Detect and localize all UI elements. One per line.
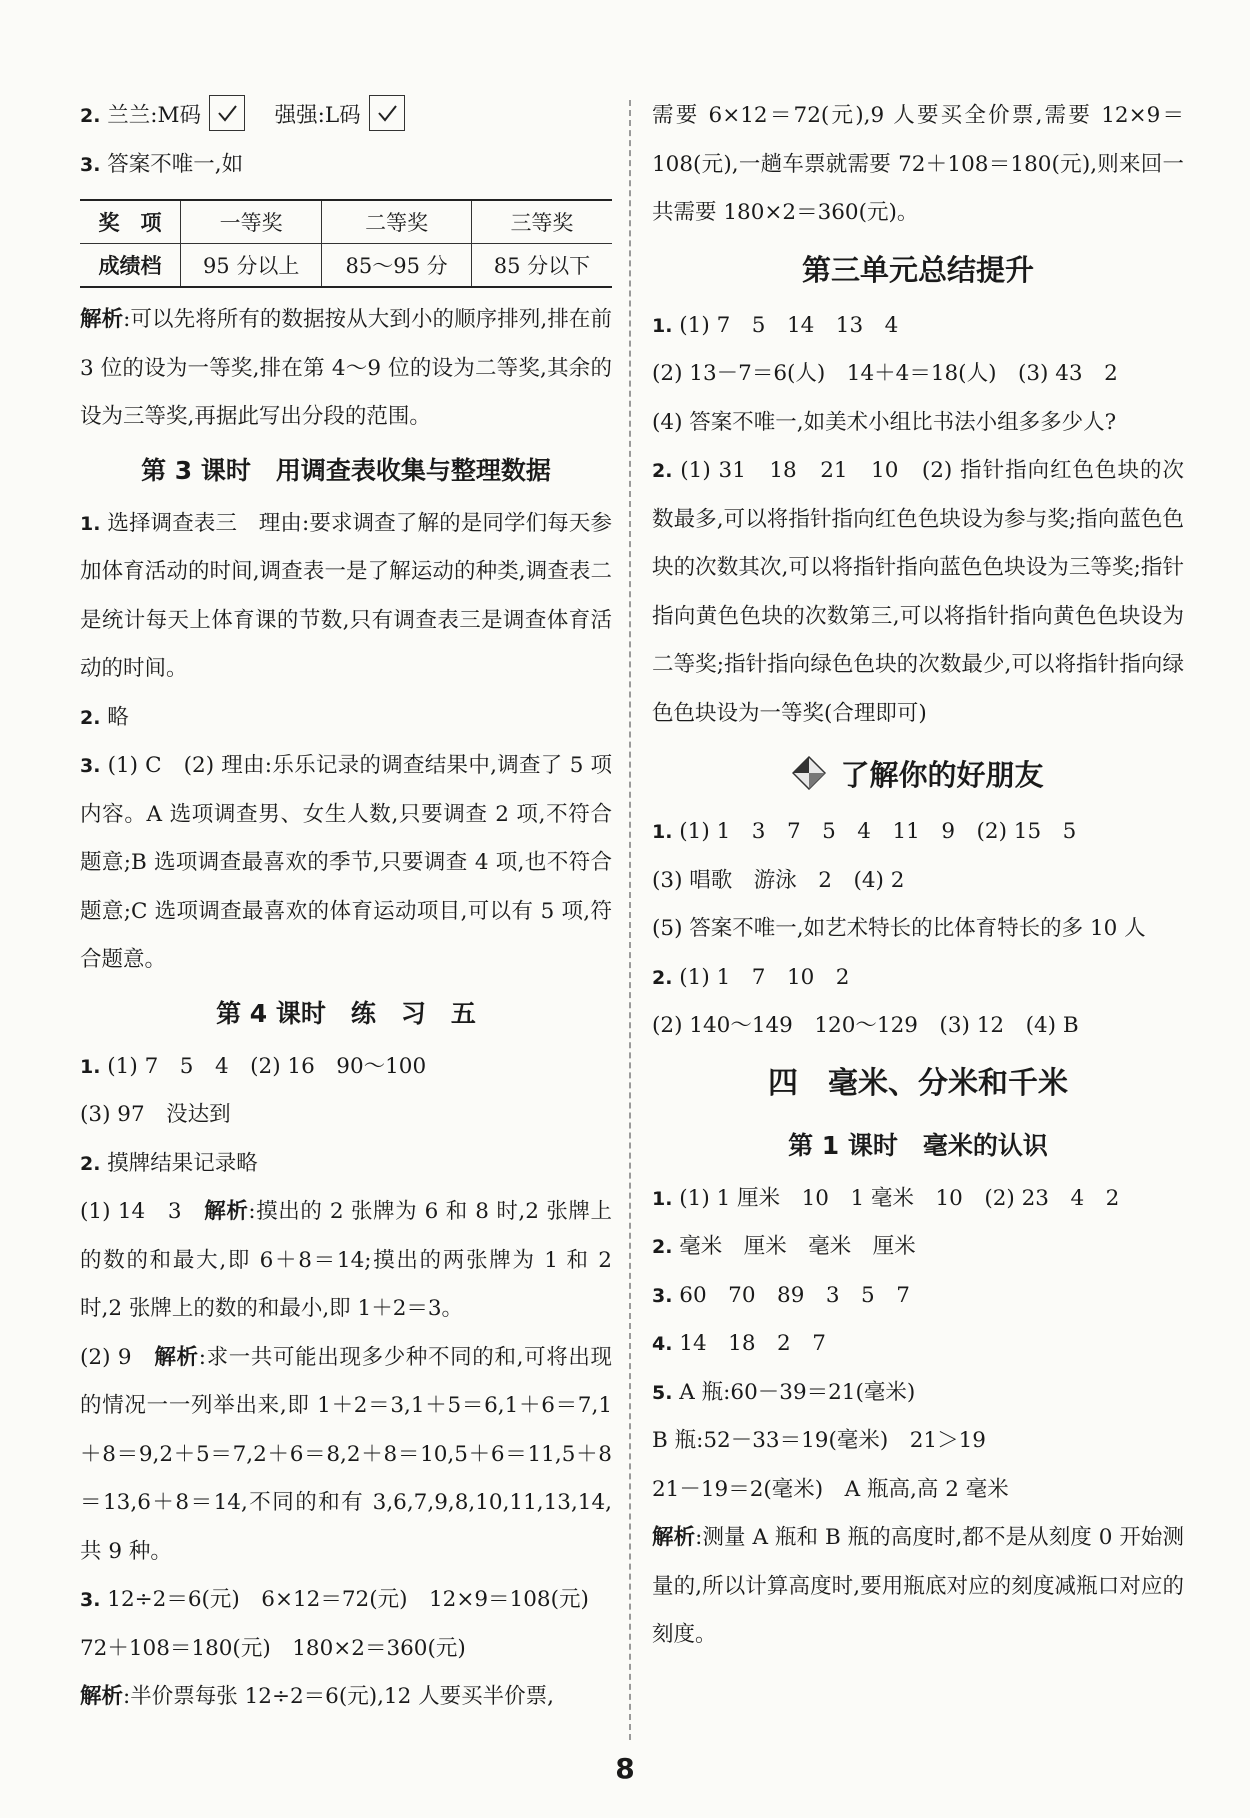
answer-2-part-1: (1) 14 3 解析:摸出的 2 张牌为 6 和 8 时,2 张牌上的数的和最大,即 6＋8＝14;摸出的两张牌为 1 和 2 时,2 张牌上的数的和最小,即 1＋2＝3。 [80,1199,612,1321]
table-row [80,244,612,288]
table-header: 一等奖 [181,200,322,244]
friends-section-header [652,738,1184,808]
table-cell: 95 分以上 [181,244,322,288]
answer-2: 2. 兰兰:M码 强强:L码 [80,92,612,141]
answer-5-line-2: B 瓶:52－33＝19(毫米) 21＞19 [652,1428,986,1453]
answer-1: 1. 选择调查表三 理由:要求调查了解的是同学们每天参加体育活动的时间,调查表一是了解运动的种类,调查表二是统计每天上体育课的节数,只有调查表三是调查体育活动的时间。 [80,510,612,681]
checkmark-icon [369,95,405,131]
column-divider [629,100,631,1740]
answer-2-part-2: (2) 9 解析:求一共可能出现多少种不同的和,可将出现的情况一一列举出来,即 1＋2＝3,1＋5＝6,1＋6＝7,1＋8＝9,2＋5＝7,2＋6＝8,2＋8＝10,5＋6＝11,5＋8＝13,6＋8＝14,不同的和有 3,6,7,9,8,10,11,13,14,共 9 种。 [80,1344,612,1564]
checkmark-icon [209,95,245,131]
answer-1-line-2: (3) 97 没达到 [80,1102,231,1127]
page-number: 8 [615,1752,635,1785]
answer-1: 1. (1) 7 5 4 (2) 16 90～100 [80,1053,427,1079]
continued-analysis: 需要 6×12＝72(元),9 人要买全价票,需要 12×9＝108(元),一趟车票就需要 72＋108＝180(元),则来回一共需要 180×2＝360(元)。 [652,103,1184,225]
table-header: 二等奖 [322,200,472,244]
table-cell: 85～95 分 [322,244,472,288]
answer-4: 4. 14 18 2 7 [652,1331,826,1356]
answer-1: 1. (1) 7 5 14 13 4 [652,312,899,338]
unit-3-summary-title: 第三单元总结提升 [801,252,1034,287]
right-column [652,92,1184,1660]
table-header: 奖 项 [80,200,181,244]
answer-3: 3. 答案不唯一,如 [80,151,244,177]
table-cell: 成绩档 [80,244,181,288]
answer-2-line-2: (2) 140～149 120～129 (3) 12 (4) B [652,1013,1079,1038]
answer-3-line-2: 72＋108＝180(元) 180×2＝360(元) [80,1635,466,1661]
table-row [80,200,612,244]
answer-2: 2. (1) 31 18 21 10 (2) 指针指向红色色块的次数最多,可以将指针指向红色色块设为参与奖;指向蓝色色块的次数其次,可以将指针指向蓝色色块设为三等奖;指针指向黄色色块的次数第三,可以将指针指向黄色色块设为二等奖;指针指向绿色色块的次数最少,可以将指针指向绿色色块设为一等奖(合理即可) [652,458,1184,726]
answer-2: 2. (1) 1 7 10 2 [652,964,850,990]
answer-1-line-3: (5) 答案不唯一,如艺术特长的比体育特长的多 10 人 [652,916,1146,941]
answer-2: 2. 略 [80,704,129,730]
answer-2: 2. 毫米 厘米 毫米 厘米 [652,1234,916,1259]
table-cell: 85 分以下 [471,244,612,288]
analysis-paragraph: 解析:测量 A 瓶和 B 瓶的高度时,都不是从刻度 0 开始测量的,所以计算高度时,要用瓶底对应的刻度减瓶口对应的刻度。 [652,1525,1184,1647]
answer-1-line-2: (3) 唱歌 游泳 2 (4) 2 [652,867,905,893]
answer-2: 2. 摸牌结果记录略 [80,1150,258,1176]
answer-1: 1. (1) 1 3 7 5 4 11 9 (2) 15 5 [652,819,1077,844]
answer-3: 3. (1) C (2) 理由:乐乐记录的调查结果中,调查了 5 项内容。A 选项调查男、女生人数,只要调查 2 项,不符合题意;B 选项调查最喜欢的季节,只要调查 4 项,也不符合题意;C 选项调查最喜欢的体育运动项目,可以有 5 项,符合题意。 [80,753,612,972]
friends-title: 了解你的好朋友 [840,757,1044,792]
answer-1-line-3: (4) 答案不唯一,如美术小组比书法小组多多少人? [652,409,1117,435]
answer-5-line-3: 21－19＝2(毫米) A 瓶高,高 2 毫米 [652,1476,1009,1502]
answer-3: 3. 60 70 89 3 5 7 [652,1282,910,1308]
answer-3: 3. 12÷2＝6(元) 6×12＝72(元) 12×9＝108(元) [80,1587,589,1612]
analysis-paragraph: 解析:可以先将所有的数据按从大到小的顺序排列,排在前 3 位的设为一等奖,排在第 4～9 位的设为二等奖,其余的设为三等奖,再据此写出分段的范围。 [80,307,612,429]
lesson-4-title: 第 4 课时 练 习 五 [216,998,476,1028]
analysis-paragraph: 解析:半价票每张 12÷2＝6(元),12 人要买半价票, [80,1684,554,1709]
answer-1: 1. (1) 1 厘米 10 1 毫米 10 (2) 23 4 2 [652,1185,1120,1211]
left-column [80,92,612,1722]
diamond-ornament-icon [792,756,826,790]
answer-5: 5. A 瓶:60－39＝21(毫米) [652,1379,916,1405]
award-table [80,199,612,288]
answer-1-line-2: (2) 13－7＝6(人) 14＋4＝18(人) (3) 43 2 [652,361,1118,386]
chapter-4-title: 四 毫米、分米和千米 [768,1065,1068,1101]
lesson-3-title: 第 3 课时 用调查表收集与整理数据 [141,455,551,485]
table-header: 三等奖 [471,200,612,244]
lesson-1-title: 第 1 课时 毫米的认识 [788,1130,1048,1160]
